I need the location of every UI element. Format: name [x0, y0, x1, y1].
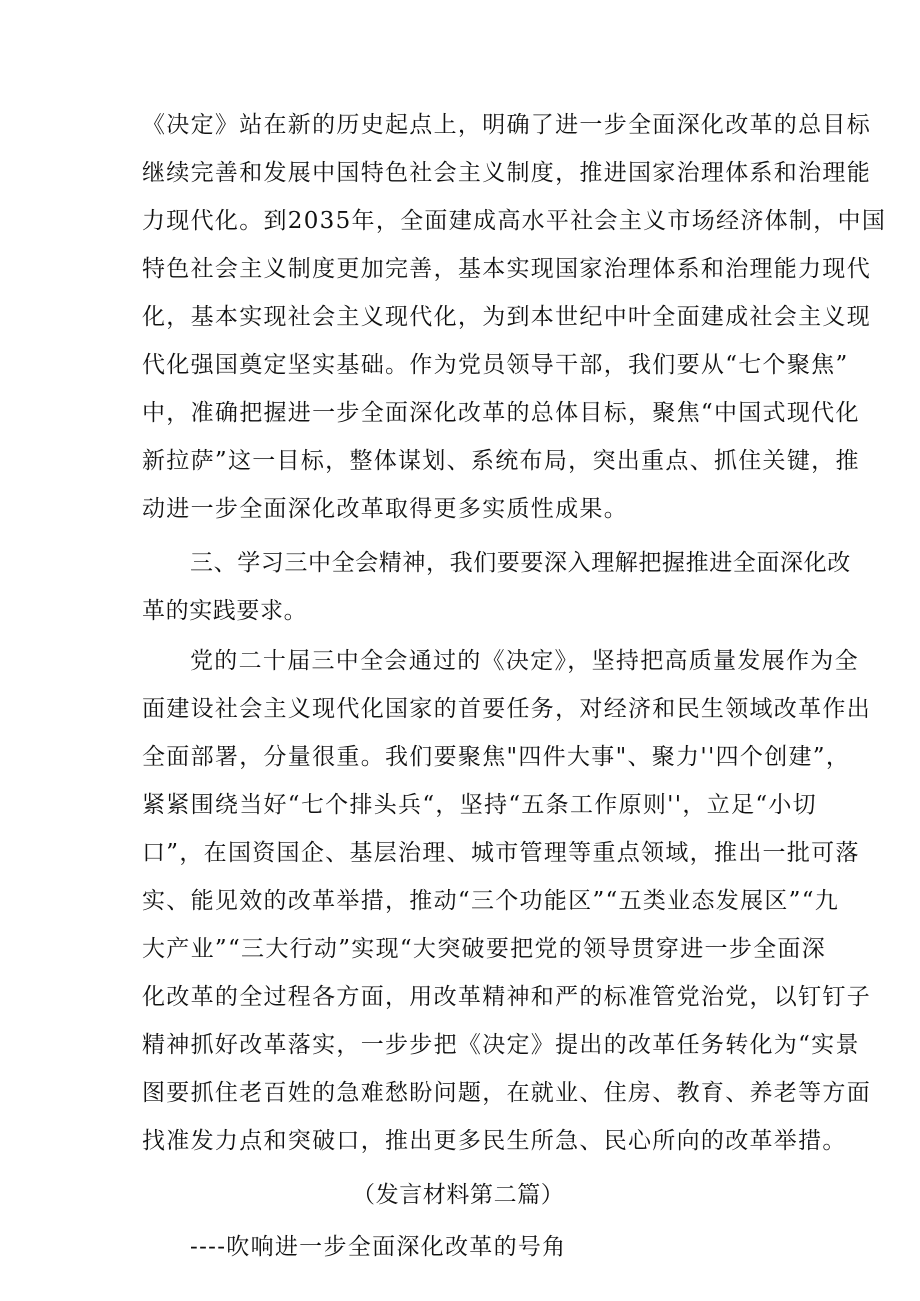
paragraph-line: 化，基本实现社会主义现代化，为到本世纪中叶全面建成社会主义现	[142, 304, 871, 330]
paragraph-line: 面建设社会主义现代化国家的首要任务，对经济和民生领域改革作出	[142, 696, 871, 722]
paragraph-line: 继续完善和发展中国特色社会主义制度，推进国家治理体系和治理能	[142, 160, 871, 186]
paragraph-line: 特色社会主义制度更加完善，基本实现国家治理体系和治理能力现代	[142, 256, 871, 282]
second-piece-title: （发言材料第二篇）	[352, 1182, 565, 1208]
paragraph-line: 中，准确把握进一步全面深化改革的总体目标，聚焦“中国式现代化	[142, 400, 860, 426]
paragraph-line: 全面部署，分量很重。我们要聚焦"四件大事"、聚力''四个创建”，	[142, 744, 851, 770]
paragraph-line: 大产业”“三大行动”实现“大突破要把党的领导贯穿进一步全面深	[142, 936, 827, 962]
paragraph-line: 精神抓好改革落实，一步步把《决定》提出的改革任务转化为“实景	[142, 1032, 860, 1058]
paragraph-line: 紧紧围绕当好“七个排头兵“，坚持“五条工作原则''，立足“小切	[142, 792, 817, 818]
paragraph-line: 新拉萨”这一目标，整体谋划、系统布局，突出重点、抓住关键，推	[142, 448, 860, 474]
paragraph-line: 找准发力点和突破口，推出更多民生所急、民心所向的改革举措。	[142, 1128, 847, 1154]
paragraph-line: 代化强国奠定坚实基础。作为党员领导干部，我们要从“七个聚焦”	[142, 352, 849, 378]
paragraph-line: 口”，在国资国企、基层治理、城市管理等重点领域，推出一批可落	[142, 840, 860, 866]
section-heading-line: 三、学习三中全会精神，我们要要深入理解把握推进全面深化改	[190, 550, 851, 576]
paragraph-line: 动进一步全面深化改革取得更多实质性成果。	[142, 496, 628, 522]
paragraph-line: 《决定》站在新的历史起点上，明确了进一步全面深化改革的总目标	[142, 112, 871, 138]
paragraph-line: 力现代化。到2035年，全面建成高水平社会主义市场经济体制，中国	[142, 208, 887, 234]
second-piece-subtitle: ----吹响进一步全面深化改革的号角	[190, 1234, 567, 1260]
paragraph-line: 党的二十届三中全会通过的《决定》，坚持把高质量发展作为全	[190, 648, 859, 674]
paragraph-line: 化改革的全过程各方面，用改革精神和严的标准管党治党，以钉钉子	[142, 984, 871, 1010]
paragraph-line: 实、能见效的改革举措，推动“三个功能区”“五类业态发展区”“九	[142, 888, 840, 914]
paragraph-line: 图要抓住老百姓的急难愁盼问题，在就业、住房、教育、养老等方面	[142, 1080, 871, 1106]
section-heading-line: 革的实践要求。	[142, 598, 308, 624]
